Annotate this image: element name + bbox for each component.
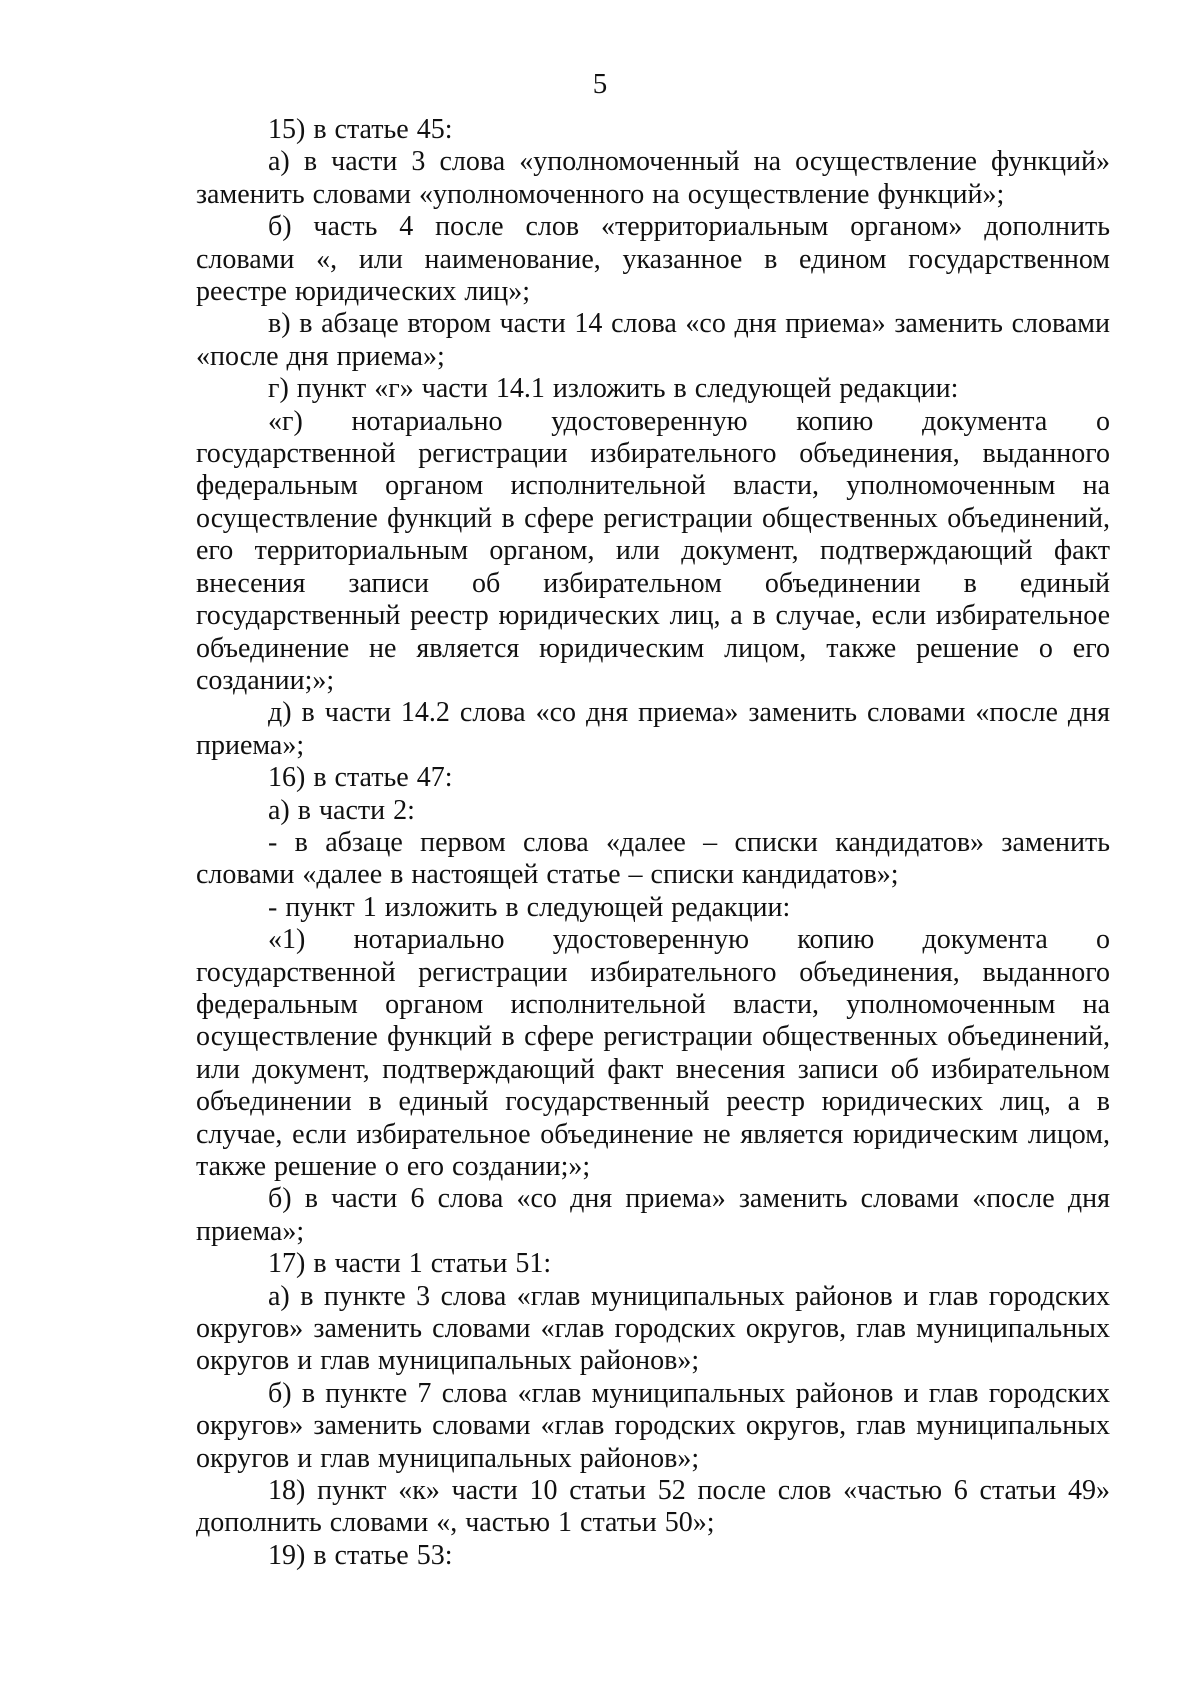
item-15-g: г) пункт «г» части 14.1 изложить в следующей редакции: <box>268 373 959 405</box>
item-15-d: д) в части 14.2 слова «со дня приема» заменить словами «после дня приема»; <box>196 697 1110 761</box>
item-16-a-new-text: «1) нотариально удостоверенную копию документа о государственной регистрации избирательного объединения, выданного федеральным органом исполнительной власти, уполномоченным на осуществление функций в сфере регистрации общественных объединений, или документ, подтверждающий факт внесения записи об избирательном объединении в единый государственный реестр юридических лиц, а в случае, если избирательное объединение не является юридическим лицом, также решение о его создании;»; <box>196 924 1110 1182</box>
item-17-heading: 17) в части 1 статьи 51: <box>268 1248 552 1280</box>
item-16-a-dash-1: - в абзаце первом слова «далее – списки кандидатов» заменить словами «далее в настоящей статье – списки кандидатов»; <box>196 826 1110 891</box>
item-16-a: а) в части 2: <box>268 794 415 826</box>
item-17-b: б) в пункте 7 слова «глав муниципальных районов и глав городских округов» заменить словами «глав городских округов, глав муниципальных округов и глав муниципальных районов»; <box>196 1377 1110 1474</box>
item-15-a: а) в части 3 слова «уполномоченный на осуществление функций» заменить словами «уполномоченного на осуществление функций»; <box>196 146 1110 210</box>
page-number: 5 <box>592 68 608 100</box>
item-16-heading: 16) в статье 47: <box>268 762 453 794</box>
item-15-g-new-text: «г) нотариально удостоверенную копию документа о государственной регистрации избирательного объединения, выданного федеральным органом исполнительной власти, уполномоченным на осуществление функций в сфере регистрации общественных объединений, его территориальным органом, или документ, подтверждающий факт внесения записи об избирательном объединении в единый государственный реестр юридических лиц, а в случае, если избирательное объединение не является юридическим лицом, также решение о его создании;»; <box>196 405 1110 696</box>
item-15-v: в) в абзаце втором части 14 слова «со дня приема» заменить словами «после дня приема»; <box>196 308 1110 372</box>
item-16-b: б) в части 6 слова «со дня приема» заменить словами «после дня приема»; <box>196 1183 1110 1247</box>
item-16-a-dash-2: - пункт 1 изложить в следующей редакции: <box>268 891 791 923</box>
item-15-heading: 15) в статье 45: <box>268 114 453 145</box>
document-body <box>196 114 1110 1572</box>
item-19-heading: 19) в статье 53: <box>268 1539 453 1571</box>
item-17-a: а) в пункте 3 слова «глав муниципальных районов и глав городских округов» заменить словами «глав городских округов, глав муниципальных округов и глав муниципальных районов»; <box>196 1280 1110 1377</box>
item-15-b: б) часть 4 после слов «территориальным органом» дополнить словами «, или наименование, указанное в едином государственном реестре юридических лиц»; <box>196 211 1110 308</box>
item-18: 18) пункт «к» части 10 статьи 52 после слов «частью 6 статьи 49» дополнить словами «, частью 1 статьи 50»; <box>196 1475 1110 1539</box>
